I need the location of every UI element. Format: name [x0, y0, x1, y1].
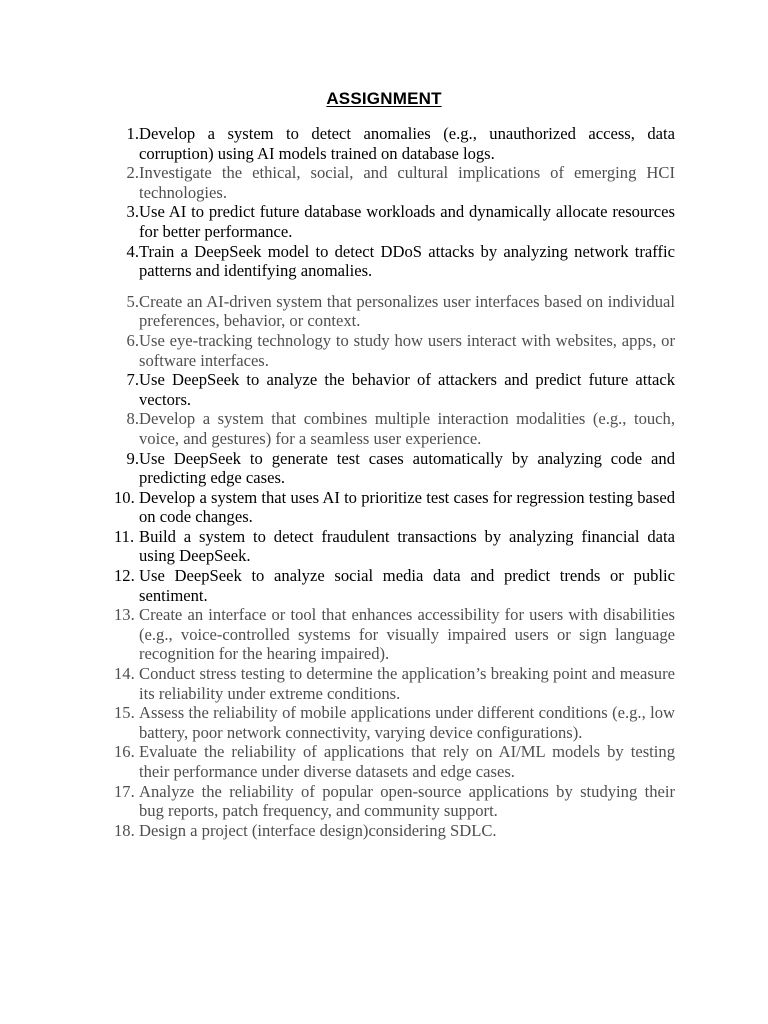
- list-item: [114, 449, 675, 488]
- list-item: [114, 488, 675, 527]
- item-number: 14.: [114, 664, 135, 684]
- item-text: Use eye-tracking technology to study how users interact with websites, apps, or software interfaces.: [139, 330, 675, 370]
- list-item: [114, 331, 675, 370]
- item-text: Use AI to predict future database workloads and dynamically allocate resources for better performance.: [139, 202, 675, 241]
- page-title: ASSIGNMENT: [326, 89, 442, 108]
- item-number: 10.: [114, 487, 135, 507]
- item-number: 4.: [126, 241, 139, 261]
- list-item: [114, 782, 675, 821]
- item-number: 15.: [114, 703, 135, 723]
- item-text: Assess the reliability of mobile applications under different conditions (e.g., low battery, poor network connectivity, varying device configurations).: [139, 703, 675, 742]
- item-number: 18.: [114, 820, 135, 840]
- item-number: 7.: [126, 370, 139, 390]
- item-number: 5.: [126, 291, 139, 311]
- list-item: [114, 370, 675, 409]
- item-number: 3.: [126, 202, 139, 222]
- item-number: 8.: [126, 409, 139, 429]
- list-item: [114, 527, 675, 566]
- item-text: Create an AI-driven system that personalizes user interfaces based on individual preferences, behavior, or context.: [139, 291, 675, 331]
- item-number: 11.: [114, 526, 135, 546]
- list-item: [114, 664, 675, 703]
- list-item: [114, 202, 675, 241]
- item-number: 13.: [114, 605, 135, 625]
- item-number: 2.: [126, 163, 139, 183]
- item-text: Evaluate the reliability of applications that rely on AI/ML models by testing their performance under diverse datasets and edge cases.: [139, 742, 675, 781]
- item-number: 17.: [114, 781, 135, 801]
- item-text: Use DeepSeek to analyze social media data and predict trends or public sentiment.: [139, 566, 675, 605]
- item-text: Develop a system to detect anomalies (e.g., unauthorized access, data corruption) using AI models trained on database logs.: [139, 124, 675, 163]
- item-text: Investigate the ethical, social, and cultural implications of emerging HCI technologies.: [139, 163, 675, 202]
- item-text: Use DeepSeek to generate test cases automatically by analyzing code and predicting edge cases.: [139, 448, 675, 488]
- list-item: [114, 703, 675, 742]
- list-item: [114, 566, 675, 605]
- item-number: 6.: [126, 330, 139, 350]
- item-text: Train a DeepSeek model to detect DDoS attacks by analyzing network traffic patterns and identifying anomalies.: [139, 241, 675, 281]
- list-item: [114, 409, 675, 448]
- item-text: Build a system to detect fraudulent transactions by analyzing financial data using DeepSeek.: [139, 526, 675, 566]
- item-text: Design a project (interface design)considering SDLC.: [139, 820, 497, 840]
- item-number: 12.: [114, 566, 135, 586]
- item-text: Develop a system that uses AI to prioritize test cases for regression testing based on code changes.: [139, 487, 675, 527]
- assignment-list: [114, 124, 675, 840]
- list-item: [114, 821, 675, 841]
- item-text: Analyze the reliability of popular open-source applications by studying their bug reports, patch frequency, and community support.: [139, 781, 675, 821]
- item-number: 1.: [126, 124, 139, 143]
- list-item: [114, 742, 675, 781]
- item-text: Create an interface or tool that enhances accessibility for users with disabilities (e.g., voice-controlled systems for visually impaired users or sign language recognition for the hearing impaired).: [139, 605, 675, 664]
- list-item: [114, 124, 675, 163]
- item-text: Conduct stress testing to determine the application’s breaking point and measure its reliability under extreme conditions.: [139, 664, 675, 703]
- item-text: Use DeepSeek to analyze the behavior of attackers and predict future attack vectors.: [139, 370, 675, 409]
- item-number: 9.: [126, 448, 139, 468]
- list-item: [114, 163, 675, 202]
- list-item: [114, 292, 675, 331]
- item-text: Develop a system that combines multiple interaction modalities (e.g., touch, voice, and gestures) for a seamless user experience.: [139, 409, 675, 448]
- item-number: 16.: [114, 742, 135, 762]
- list-item: [114, 242, 675, 281]
- list-item: [114, 605, 675, 664]
